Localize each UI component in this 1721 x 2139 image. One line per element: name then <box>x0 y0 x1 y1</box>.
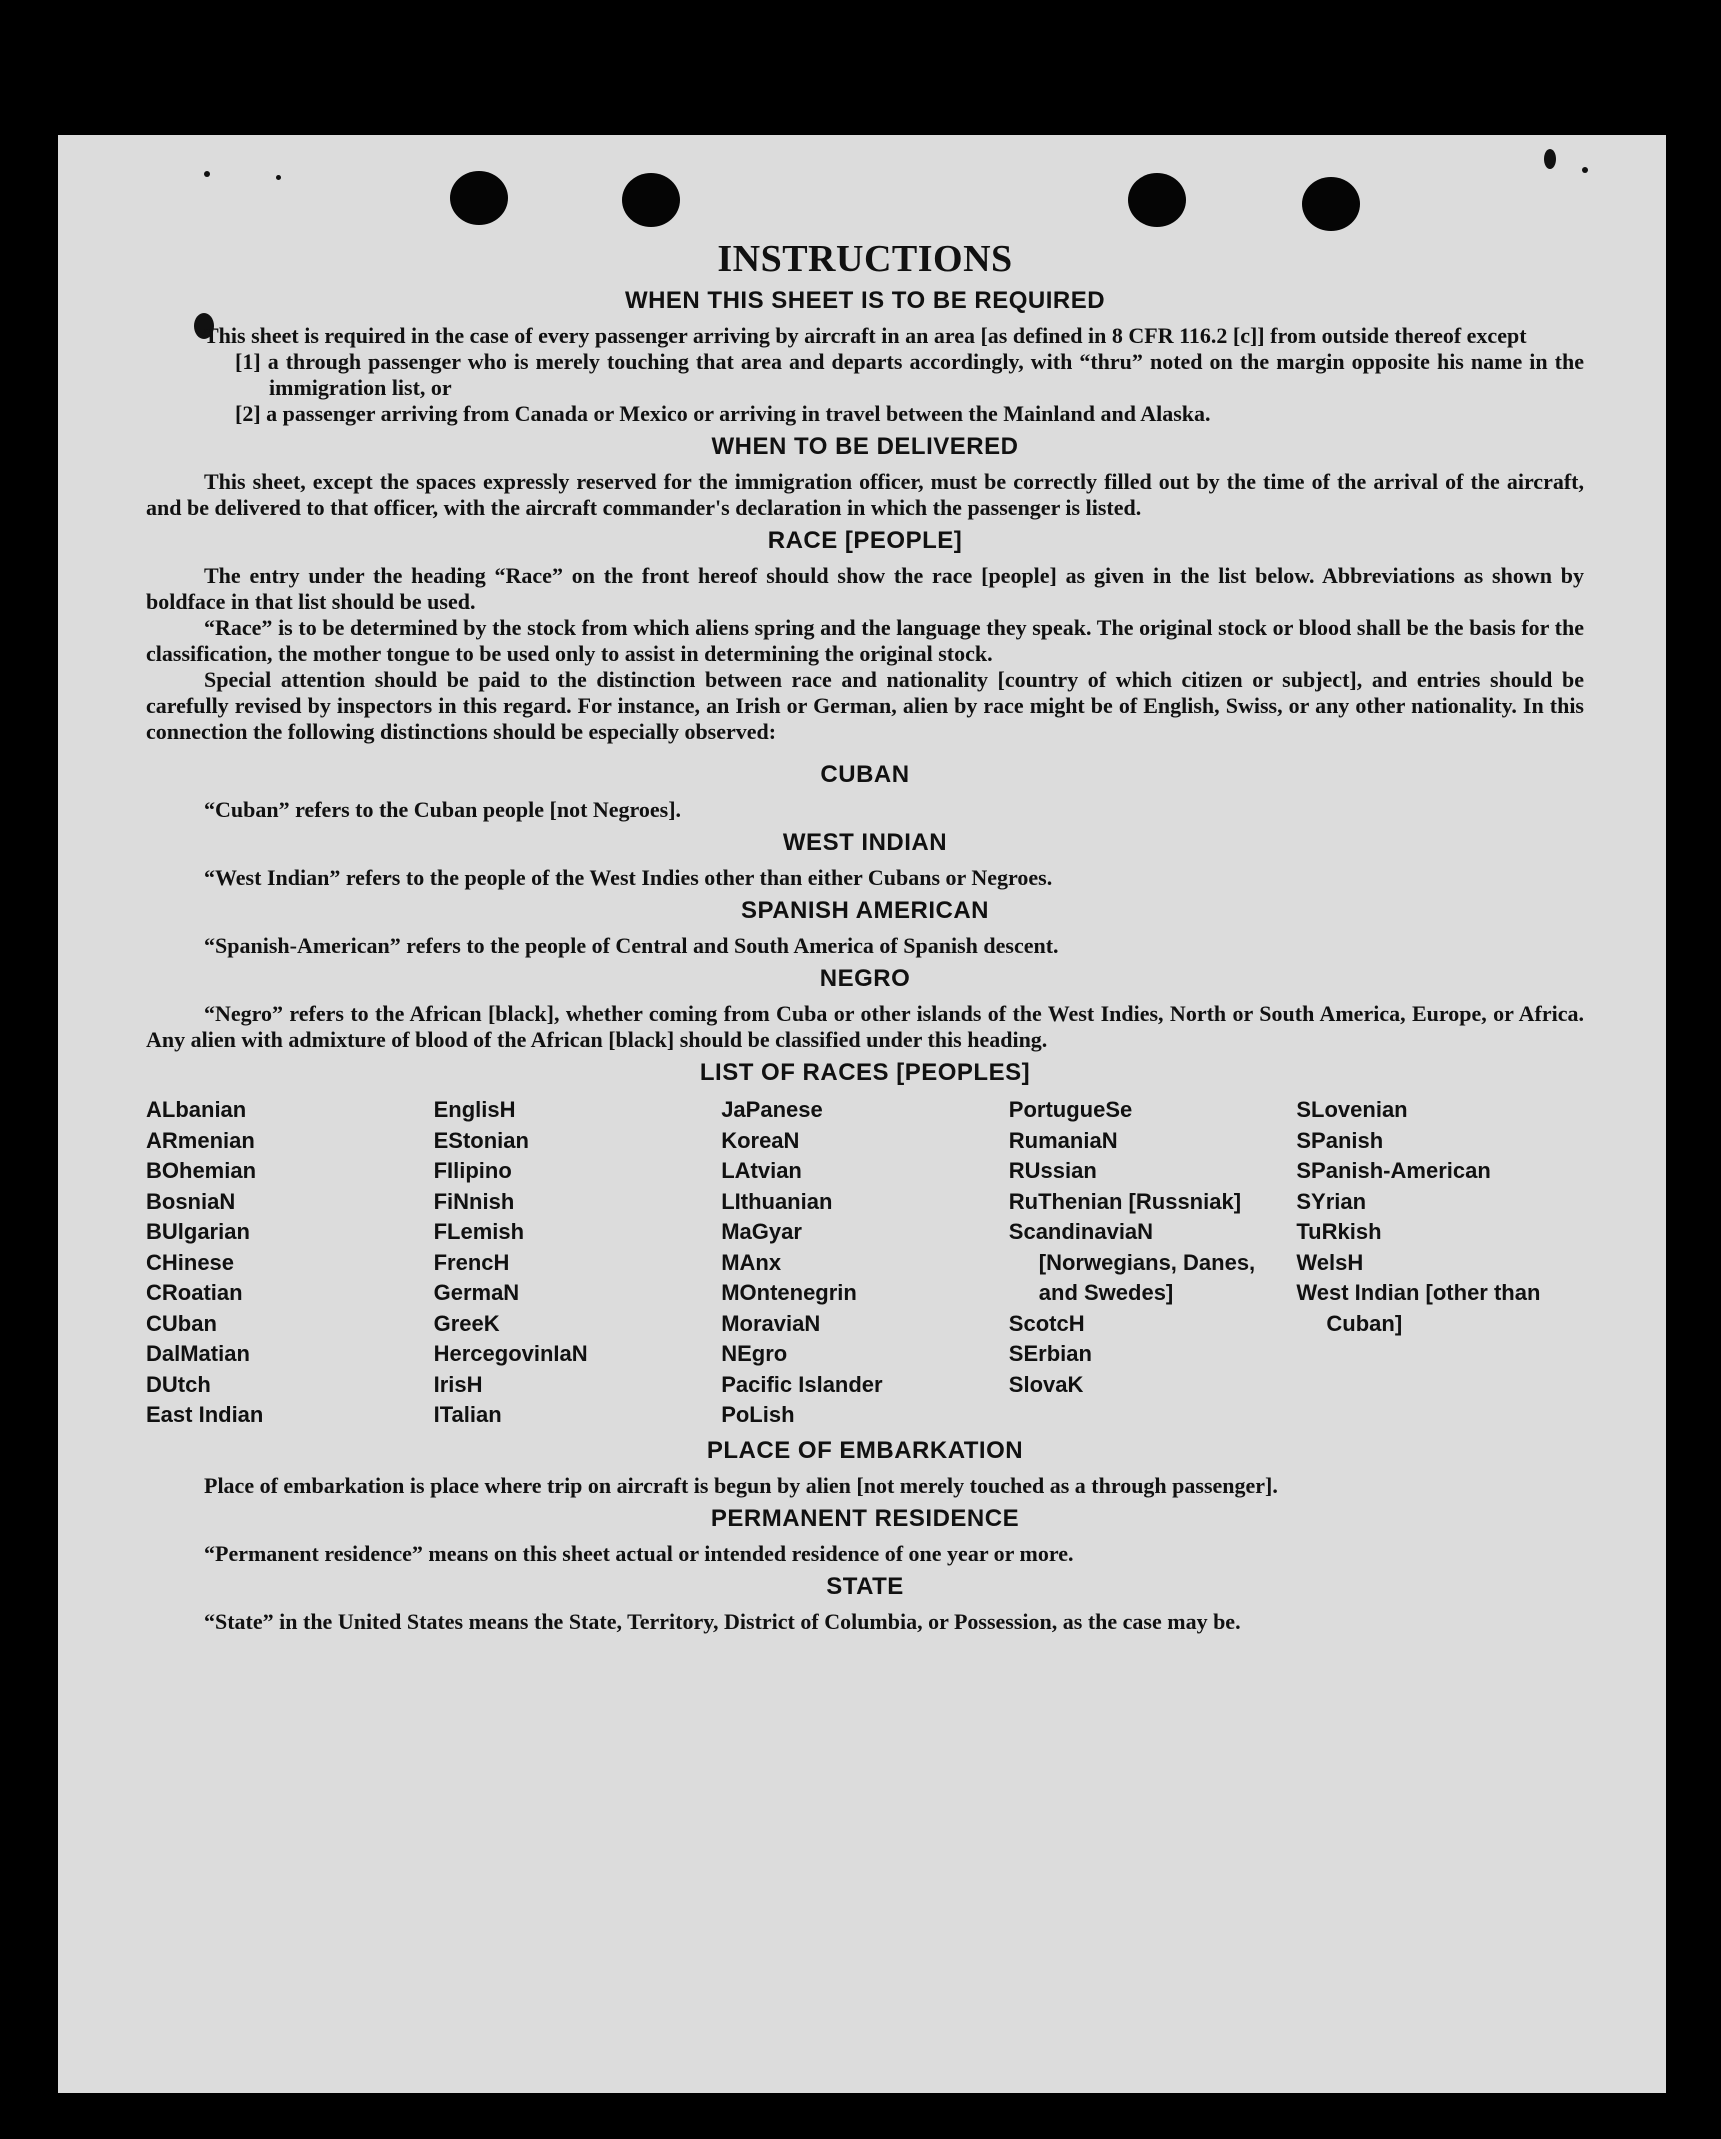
race-entry: SYrian <box>1296 1188 1367 1214</box>
race-entry: TuRkish <box>1296 1219 1382 1244</box>
race-entry: DalMatian <box>146 1341 250 1366</box>
heading-permanent-residence: PERMANENT RESIDENCE <box>710 1504 1020 1532</box>
race-entry: PortugueSe <box>1008 1097 1133 1122</box>
required-text: This sheet is required in the case of every passenger arriving by aircraft in an area [as defined in 8 CFR 116.2 [c]] from outside thereof except <box>204 323 1527 348</box>
race-entry: CRoatian <box>146 1280 243 1305</box>
ink-speck <box>276 175 281 180</box>
race-entry: East Indian <box>146 1402 264 1427</box>
race-entry: JaPanese <box>721 1097 823 1122</box>
delivered-text: This sheet, except the spaces expressly reserved for the immigration officer, must be correctly filled out by the time of the arrival of the aircraft, and be delivered to that officer, with the aircraft commander's declaration in which the passenger is listed. <box>146 469 1584 520</box>
instructions-content <box>146 237 1584 1635</box>
heading-cuban: CUBAN <box>820 761 910 788</box>
race-entry: MaGyar <box>721 1219 802 1244</box>
race-entry: ITalian <box>433 1402 502 1427</box>
punch-hole <box>1128 173 1186 227</box>
race-entry: EStonian <box>433 1127 529 1153</box>
race-entry: ALbanian <box>146 1097 247 1122</box>
race-entry: FIlipino <box>433 1158 512 1183</box>
race-entry: WelsH <box>1296 1249 1364 1275</box>
race-entry: Pacific Islander <box>721 1371 883 1397</box>
race-entry: HercegovinIaN <box>433 1341 588 1366</box>
race-entry: BosniaN <box>146 1188 236 1214</box>
spanish-american-text: “Spanish-American” refers to the people of Central and South America of Spanish descent. <box>204 933 1059 958</box>
race-entry: SPanish-American <box>1296 1158 1491 1183</box>
exception-list <box>146 349 1584 427</box>
heading-state: STATE <box>826 1572 904 1600</box>
state-text: “State” in the United States means the State, Territory, District of Columbia, or Possession, as the case may be. <box>204 1608 1241 1634</box>
races-column <box>146 1095 434 1431</box>
exception-item: [2] a passenger arriving from Canada or Mexico or arriving in travel between the Mainland and Alaska. <box>235 401 1211 426</box>
race-entry: LAtvian <box>721 1158 802 1183</box>
exception-item: [1] a through passenger who is merely touching that area and departs accordingly, with “thru” noted on the margin opposite his name in the immigration list, or <box>235 349 1584 400</box>
race-entry: IrisH <box>433 1371 483 1397</box>
cuban-text: “Cuban” refers to the Cuban people [not Negroes]. <box>204 797 682 822</box>
race-entry: EnglisH <box>433 1097 516 1122</box>
race-paragraph: Special attention should be paid to the distinction between race and nationality [country of which citizen or subject], and entries should be carefully revised by inspectors in this regard. For instance, an Irish or German, alien by race might be of English, Swiss, or any other nationality. In this connection the following distinctions should be especially observed: <box>146 667 1584 744</box>
heading-west-indian: WEST INDIAN <box>782 829 948 856</box>
heading-race: RACE [PEOPLE] <box>767 527 963 554</box>
race-entry: MOntenegrin <box>721 1280 857 1305</box>
race-entry: FLemish <box>433 1219 525 1244</box>
race-entry: ARmenian <box>146 1127 255 1153</box>
negro-text: “Negro” refers to the African [black], whether coming from Cuba or other islands of the West Indies, North or South America, Europe, or Africa. Any alien with admixture of blood of the African [black] should be classified under this heading. <box>146 1001 1584 1052</box>
race-entry: LIthuanian <box>721 1188 833 1214</box>
ink-speck <box>204 171 210 177</box>
race-entry: RuThenian [Russniak] <box>1008 1188 1242 1214</box>
page-title: INSTRUCTIONS <box>717 238 1013 280</box>
race-entry: BOhemian <box>146 1158 257 1183</box>
race-entry: ScandinaviaN [Norwegians, Danes, and Swedes] <box>1008 1219 1256 1305</box>
race-paragraph: “Race” is to be determined by the stock from which aliens spring and the language they speak. The original stock or blood shall be the basis for the classification, the mother tongue to be used only to assist in determining the original stock. <box>146 615 1584 666</box>
race-entry: SLovenian <box>1296 1097 1408 1122</box>
heading-when-delivered: WHEN TO BE DELIVERED <box>711 433 1019 460</box>
punch-hole <box>1302 177 1360 231</box>
residence-text: “Permanent residence” means on this sheet actual or intended residence of one year or more. <box>204 1540 1074 1566</box>
heading-place-of-embarkation: PLACE OF EMBARKATION <box>706 1436 1024 1464</box>
race-entry: RumaniaN <box>1008 1127 1118 1153</box>
document-sheet <box>58 135 1666 2093</box>
races-column <box>1296 1095 1584 1431</box>
race-entry: DUtch <box>146 1371 211 1397</box>
ink-speck <box>1582 167 1588 173</box>
heading-spanish-american: SPANISH AMERICAN <box>740 897 989 924</box>
race-entry: ScotcH <box>1008 1310 1085 1336</box>
race-entry: KoreaN <box>721 1127 800 1153</box>
races-list <box>146 1095 1584 1431</box>
race-entry: FrencH <box>433 1249 510 1275</box>
races-column <box>1009 1095 1297 1431</box>
west-indian-text: “West Indian” refers to the people of the West Indies other than either Cubans or Negroes. <box>204 865 1053 890</box>
race-entry: PoLish <box>721 1402 795 1427</box>
race-entry: SlovaK <box>1008 1371 1084 1397</box>
race-entry: GermaN <box>433 1280 520 1305</box>
ink-blot <box>1544 149 1556 169</box>
heading-negro: NEGRO <box>819 965 911 992</box>
race-entry: CUban <box>146 1310 217 1336</box>
race-entry: NEgro <box>721 1341 788 1366</box>
heading-list-of-races: LIST OF RACES [PEOPLES] <box>699 1059 1031 1086</box>
race-entry: BUlgarian <box>146 1219 250 1244</box>
punch-hole <box>622 173 680 227</box>
race-entry: CHinese <box>146 1249 235 1275</box>
races-column <box>721 1095 1009 1431</box>
punch-hole <box>450 171 508 225</box>
embarkation-text: Place of embarkation is place where trip on aircraft is begun by alien [not merely touched as a through passenger]. <box>204 1472 1278 1498</box>
race-entry: SErbian <box>1008 1341 1092 1366</box>
race-entry: RUssian <box>1008 1158 1097 1183</box>
races-column <box>434 1095 722 1431</box>
race-entry: MAnx <box>721 1249 782 1275</box>
race-entry: West Indian [other than Cuban] <box>1296 1280 1541 1336</box>
race-entry: MoraviaN <box>721 1310 821 1336</box>
race-entry: FiNnish <box>433 1188 515 1214</box>
race-paragraph: The entry under the heading “Race” on the front hereof should show the race [people] as given in the list below. Abbreviations as shown by boldface in that list should be used. <box>146 563 1584 614</box>
race-entry: SPanish <box>1296 1127 1384 1153</box>
race-entry: GreeK <box>433 1310 500 1336</box>
heading-when-required: WHEN THIS SHEET IS TO BE REQUIRED <box>624 287 1106 314</box>
